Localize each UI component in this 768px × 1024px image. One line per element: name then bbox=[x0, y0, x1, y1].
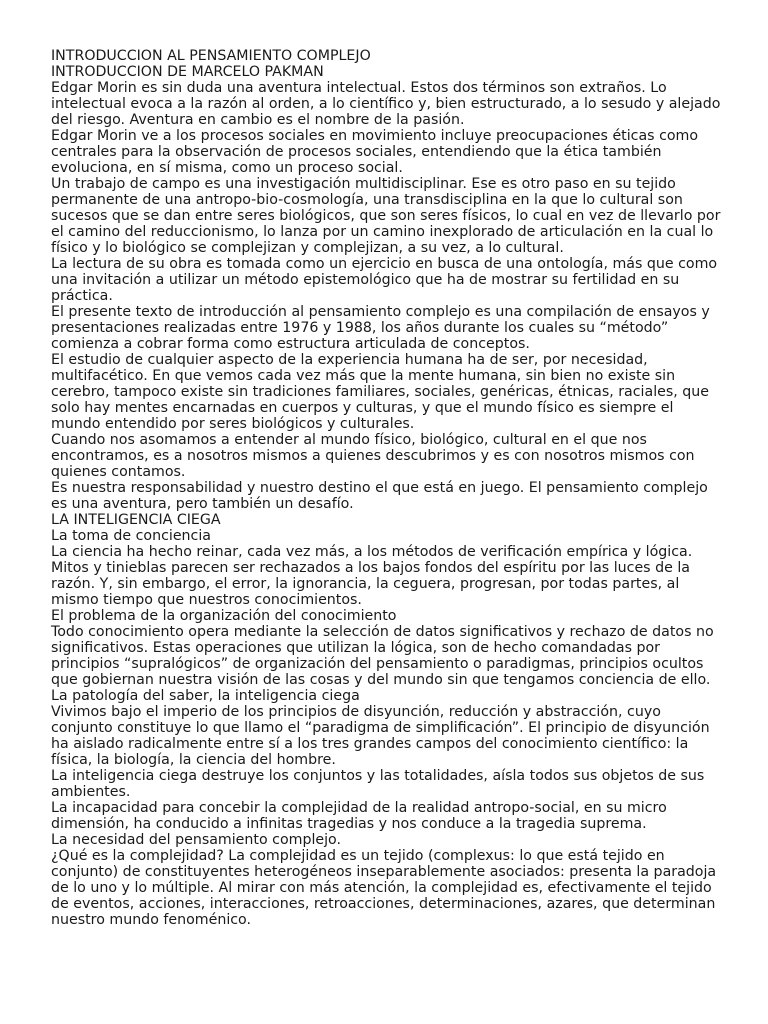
paragraph: ¿Qué es la complejidad? La complejidad es un tejido (complexus: lo que está tejido en conjunto) de constituyentes heterogéneos inseparablemente asociados: presenta la paradoja de lo uno y lo múltiple. Al mirar con más atención, la complejidad es, efectivamente el tejido de eventos, acciones, interacciones, retroacciones, determinaciones, azares, que determinan nuestro mundo fenoménico. bbox=[51, 848, 717, 928]
subsection-heading: La necesidad del pensamiento complejo. bbox=[51, 832, 341, 848]
document-subtitle: INTRODUCCION DE MARCELO PAKMAN bbox=[51, 64, 324, 80]
paragraph: Cuando nos asomamos a entender al mundo físico, biológico, cultural en el que nos encontramos, es a nosotros mismos a quienes descubrimos y es con nosotros mismos con quienes contamos. bbox=[51, 432, 695, 480]
paragraph: La inteligencia ciega destruye los conjuntos y las totalidades, aísla todos sus objetos de sus ambientes. bbox=[51, 768, 705, 800]
subsection-heading: La toma de conciencia bbox=[51, 528, 211, 544]
paragraph: Un trabajo de campo es una investigación multidisciplinar. Ese es otro paso en su tejido permanente de una antropo-bio-cosmología, una transdisciplina en la que lo cultural son sucesos que se dan entre seres biológicos, que son seres físicos, lo cual en vez de llevarlo por el camino del reduccionismo, lo lanza por un camino inexplorado de articulación en la cual lo físico y lo biológico se complejizan y complejizan, a su vez, a lo cultural. bbox=[51, 176, 721, 256]
paragraph: Edgar Morin es sin duda una aventura intelectual. Estos dos términos son extraños. Lo intelectual evoca a la razón al orden, a lo científico y, bien estructurado, a lo sesudo y alejado del riesgo. Aventura en cambio es el nombre de la pasión. bbox=[51, 80, 721, 128]
document-body bbox=[51, 48, 721, 928]
document-title: INTRODUCCION AL PENSAMIENTO COMPLEJO bbox=[51, 48, 371, 64]
paragraph: El estudio de cualquier aspecto de la experiencia humana ha de ser, por necesidad, multifacético. En que vemos cada vez más que la mente humana, sin bien no existe sin cerebro, tampoco existe sin tradiciones familiares, sociales, genéricas, étnicas, raciales, que solo hay mentes encarnadas en cuerpos y culturas, y que el mundo físico es siempre el mundo entendido por seres biológicos y culturales. bbox=[51, 352, 709, 432]
paragraph: Es nuestra responsabilidad y nuestro destino el que está en juego. El pensamiento complejo es una aventura, pero también un desafío. bbox=[51, 480, 708, 512]
paragraph: La lectura de su obra es tomada como un ejercicio en busca de una ontología, más que como una invitación a utilizar un método epistemológico que ha de mostrar su fertilidad en su práctica. bbox=[51, 256, 718, 304]
paragraph: El presente texto de introducción al pensamiento complejo es una compilación de ensayos y presentaciones realizadas entre 1976 y 1988, los años durante los cuales su “método” comienza a cobrar forma como estructura articulada de conceptos. bbox=[51, 304, 710, 352]
paragraph: Edgar Morin ve a los procesos sociales en movimiento incluye preocupaciones éticas como centrales para la observación de procesos sociales, entendiendo que la ética también evoluciona, en sí misma, como un proceso social. bbox=[51, 128, 699, 176]
paragraph: La incapacidad para concebir la complejidad de la realidad antropo-social, en su micro dimensión, ha conducido a infinitas tragedias y nos conduce a la tragedia suprema. bbox=[51, 800, 667, 832]
paragraph: Todo conocimiento opera mediante la selección de datos significativos y rechazo de datos no significativos. Estas operaciones que utilizan la lógica, son de hecho comandadas por principios “supralógicos” de organización del pensamiento o paradigmas, principios ocultos que gobiernan nuestra visión de las cosas y del mundo sin que tengamos conciencia de ello. bbox=[51, 624, 714, 688]
paragraph: Vivimos bajo el imperio de los principios de disyunción, reducción y abstracción, cuyo conjunto constituye lo que llamo el “paradigma de simplificación”. El principio de disyunción ha aislado radicalmente entre sí a los tres grandes campos del conocimiento científico: la física, la biología, la ciencia del hombre. bbox=[51, 704, 710, 768]
subsection-heading: El problema de la organización del conocimiento bbox=[51, 608, 397, 624]
subsection-heading: La patología del saber, la inteligencia ciega bbox=[51, 688, 360, 704]
section-heading: LA INTELIGENCIA CIEGA bbox=[51, 512, 221, 528]
paragraph: La ciencia ha hecho reinar, cada vez más, a los métodos de verificación empírica y lógica. Mitos y tinieblas parecen ser rechazados a los bajos fondos del espíritu por las luces de la razón. Y, sin embargo, el error, la ignorancia, la ceguera, progresan, por todas partes, al mismo tiempo que nuestros conocimientos. bbox=[51, 544, 693, 608]
